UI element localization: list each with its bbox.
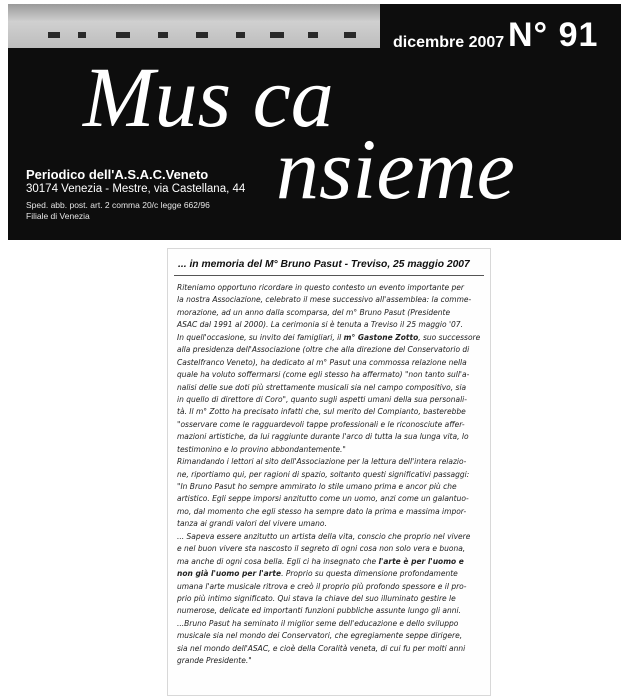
- article-line: sia nel mondo dell'ASAC, e cioè della Coralità veneta, di cui fu per molti anni: [177, 643, 466, 653]
- article-line: numerose, delicate ed importanti funzioni pubbliche assunte lungo gli anni.: [177, 606, 461, 616]
- postal-info: [26, 200, 210, 222]
- article-bold-quote: non già l'uomo per l'arte: [177, 569, 282, 579]
- article-line: alla presidenza dell'Associazione (oltre che alla direzione del Conservatorio di: [177, 345, 470, 355]
- article-line: e nel buon vivere sta nascosto il segreto di ogni cosa non solo vera e buona,: [177, 544, 466, 554]
- article-line: Rimandando i lettori al sito dell'Associazione per la lettura dell'intera relazio-: [177, 457, 467, 467]
- article-text: . Proprio su questa dimensione profondamente: [281, 569, 458, 579]
- article-body: [177, 282, 483, 668]
- article-line: testimonino e lo provino abbondantemente.": [177, 444, 346, 454]
- article-line: ... Sapeva essere anzitutto un artista della vita, conscio che proprio nel vivere: [177, 531, 471, 541]
- article-line: artistico. Egli seppe imporsi anzitutto come un uomo, anzi come un galantuo-: [177, 494, 469, 504]
- article-headline: ... in memoria del M° Bruno Pasut - Treviso, 25 maggio 2007: [178, 259, 470, 270]
- article-line: grande Presidente.": [177, 656, 252, 666]
- article-bold-quote: l'arte è per l'uomo e: [378, 556, 464, 566]
- article-line: morazione, ad un anno dalla scomparsa, del m° Bruno Pasut (Presidente: [177, 307, 451, 317]
- article-text: In quell'occasione, su invito dei famigliari, il: [177, 332, 342, 342]
- article-line: quale ha voluto soffermarsi (come egli stesso ha affermato) "non tanto sull'a-: [177, 370, 470, 380]
- article-line: ...Bruno Pasut ha seminato il miglior seme dell'educazione e dello sviluppo: [177, 618, 459, 628]
- article-text: , suo successore: [418, 332, 481, 342]
- article-line: musicale sia nel mondo dei Conservatori, che egregiamente seppe dirigere,: [177, 631, 463, 641]
- article-clipping: [167, 248, 491, 696]
- article-line: Riteniamo opportuno ricordare in questo contesto un evento importante per: [177, 283, 464, 292]
- article-line: in quello di direttore di Coro", quanto sugli aspetti umani della sua personali-: [177, 394, 467, 404]
- article-line: tanza ai grandi valori del vivere umano.: [177, 519, 327, 529]
- article-line: prio più intimo significato. Qui stava la chiave del suo illuminato gestire le: [177, 593, 456, 603]
- article-line: [177, 556, 483, 568]
- issue-date: dicembre 2007: [393, 34, 505, 51]
- publisher-address: 30174 Venezia - Mestre, via Castellana, 44: [26, 183, 246, 195]
- article-line: mo, dal momento che egli stesso ha sempre dato la prima e massima impor-: [177, 506, 467, 516]
- article-line: "In Bruno Pasut ho sempre ammirato lo stile umano prima e ancor più che: [177, 482, 457, 491]
- magazine-title-line1: Mus ca: [83, 49, 334, 145]
- article-line: nalisi delle sue doti più strettamente musicali sia nel campo compositivo, sia: [177, 382, 467, 392]
- article-line: umana l'arte musicale ritrova e creò il proprio più profondo spessore e il pro-: [177, 581, 467, 591]
- article-line: ASAC dal 1991 al 2000). La cerimonia si è tenuta a Treviso il 25 maggio '07.: [177, 320, 463, 330]
- headline-divider: [174, 275, 484, 276]
- article-bold-name: m° Gastone Zotto: [343, 332, 419, 342]
- article-line: "osservare come le ragguardevoli tappe professionali e le riconosciute affer-: [177, 419, 465, 429]
- article-line: tà. Il m° Zotto ha precisato infatti che, sul merito del Compianto, basterebbe: [177, 407, 466, 417]
- article-line: la nostra Associazione, celebrato il mese successivo all'assemblea: la comme-: [177, 295, 472, 305]
- article-line: mazioni artistiche, da lui raggiunte durante l'arco di tutta la sua lunga vita, lo: [177, 432, 469, 442]
- article-text: ma anche di ogni cosa bella. Egli ci ha insegnato che: [177, 556, 377, 566]
- article-line: [177, 332, 483, 344]
- postal-info-line: Filiale di Venezia: [26, 211, 90, 221]
- masthead: [8, 4, 621, 240]
- photo-strip: [8, 4, 380, 48]
- publisher-name: Periodico dell'A.S.A.C.Veneto: [26, 167, 209, 182]
- magazine-title-line2: nsieme: [276, 121, 515, 217]
- issue-number: N° 91: [508, 16, 599, 54]
- postal-info-line: Sped. abb. post. art. 2 comma 20/c legge 662/96: [26, 200, 210, 210]
- article-line: ne, riportiamo qui, per ragioni di spazio, soltanto questi significativi passaggi:: [177, 469, 470, 479]
- article-line: Castelfranco Veneto), ha dedicato al m° Pasut una commossa relazione nella: [177, 357, 467, 367]
- article-line: [177, 568, 483, 580]
